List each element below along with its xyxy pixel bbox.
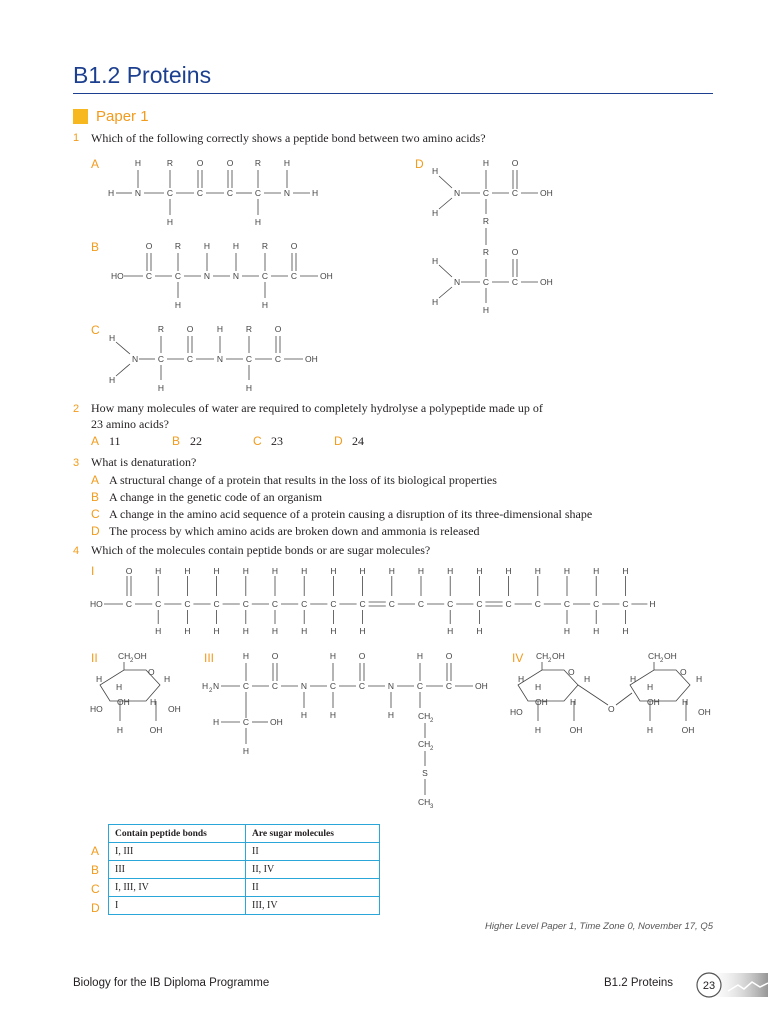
svg-text:O: O xyxy=(568,667,575,677)
page-number-badge xyxy=(694,970,768,1000)
svg-text:H: H xyxy=(271,566,279,576)
svg-text:N: N xyxy=(232,271,240,281)
q3-option-a-text: A structural change of a protein that results in the loss of its biological properties xyxy=(109,473,497,487)
svg-text:C: C xyxy=(242,717,250,727)
q2-option-d-text: 24 xyxy=(352,434,364,448)
svg-text:2: 2 xyxy=(209,688,213,694)
svg-text:C: C xyxy=(271,681,279,691)
svg-text:HO: HO xyxy=(90,704,103,714)
molecule-iv-diagram xyxy=(508,645,728,745)
svg-text:H: H xyxy=(476,626,483,636)
svg-text:CH: CH xyxy=(418,797,431,807)
q4-molecule-i-label: I xyxy=(91,564,95,578)
svg-text:H: H xyxy=(242,746,250,756)
svg-text:R: R xyxy=(174,241,182,251)
svg-text:C: C xyxy=(563,599,571,609)
svg-text:3: 3 xyxy=(430,804,434,810)
svg-text:H: H xyxy=(534,566,541,576)
svg-text:H: H xyxy=(109,375,116,385)
table-cell: I, III, IV xyxy=(109,879,246,897)
table-header-peptide: Contain peptide bonds xyxy=(109,825,246,843)
svg-text:C: C xyxy=(166,188,174,198)
svg-text:C: C xyxy=(447,599,454,609)
svg-text:O: O xyxy=(145,241,153,251)
question-3-number: 3 xyxy=(73,457,80,469)
q1-option-b-label: B xyxy=(91,240,100,254)
svg-text:N: N xyxy=(216,354,224,364)
svg-text:C: C xyxy=(359,599,366,609)
svg-text:C: C xyxy=(274,354,282,364)
svg-text:CH: CH xyxy=(418,739,431,749)
svg-text:O: O xyxy=(511,247,519,257)
svg-text:H: H xyxy=(242,566,249,576)
q1-option-c-label: C xyxy=(91,323,100,337)
svg-text:OH: OH xyxy=(664,651,677,661)
svg-text:H: H xyxy=(649,599,656,609)
svg-text:H: H xyxy=(108,188,115,198)
svg-text:H: H xyxy=(245,383,253,393)
svg-text:H: H xyxy=(283,158,291,168)
svg-text:R: R xyxy=(157,324,165,334)
structure-c-diagram xyxy=(105,320,335,400)
svg-text:N: N xyxy=(454,188,461,198)
svg-text:H: H xyxy=(646,725,654,735)
svg-text:N: N xyxy=(134,188,142,198)
q1-option-d-label: D xyxy=(415,157,424,171)
svg-text:H: H xyxy=(482,305,490,315)
svg-text:H: H xyxy=(134,158,142,168)
svg-text:H: H xyxy=(432,166,439,176)
svg-text:N: N xyxy=(203,271,211,281)
svg-text:C: C xyxy=(388,599,395,609)
svg-text:H: H xyxy=(174,300,182,310)
svg-text:H: H xyxy=(166,217,174,227)
table-row-a-label: A xyxy=(91,844,100,858)
svg-text:.: . xyxy=(144,666,148,676)
svg-text:H: H xyxy=(184,626,191,636)
q3-option-c-label: C xyxy=(91,507,100,521)
svg-text:C: C xyxy=(622,599,629,609)
svg-text:N: N xyxy=(300,681,308,691)
svg-text:OH: OH xyxy=(569,725,583,735)
svg-text:H: H xyxy=(563,626,571,636)
svg-text:H: H xyxy=(388,566,395,576)
q2-option-b-text: 22 xyxy=(190,434,202,448)
svg-text:2: 2 xyxy=(660,658,664,664)
svg-text:C: C xyxy=(145,271,153,281)
svg-text:H: H xyxy=(254,217,262,227)
svg-text:OH: OH xyxy=(540,277,553,287)
table-header-sugar: Are sugar molecules xyxy=(246,825,380,843)
question-2-number: 2 xyxy=(73,403,80,415)
svg-text:H: H xyxy=(534,725,542,735)
svg-text:H: H xyxy=(482,158,490,168)
svg-text:OH: OH xyxy=(647,697,660,707)
question-2-text-line2: 23 amino acids? xyxy=(91,417,169,431)
table-cell: II, IV xyxy=(246,861,380,879)
svg-text:H: H xyxy=(432,256,439,266)
svg-text:H: H xyxy=(432,297,439,307)
svg-text:C: C xyxy=(157,354,165,364)
svg-text:C: C xyxy=(511,277,519,287)
table-row-c-label: C xyxy=(91,882,100,896)
svg-text:C: C xyxy=(301,599,308,609)
svg-text:R: R xyxy=(254,158,262,168)
svg-text:2: 2 xyxy=(430,718,434,724)
svg-text:OH: OH xyxy=(535,697,548,707)
section-square-icon xyxy=(73,109,88,124)
question-1-number: 1 xyxy=(73,132,80,144)
structure-b-diagram xyxy=(108,237,348,317)
svg-text:O: O xyxy=(125,566,133,576)
svg-text:C: C xyxy=(445,681,453,691)
section-label: Paper 1 xyxy=(96,108,149,125)
svg-text:H: H xyxy=(109,333,116,343)
svg-text:C: C xyxy=(358,681,366,691)
svg-text:H: H xyxy=(535,682,542,692)
svg-text:2: 2 xyxy=(130,658,134,664)
svg-text:C: C xyxy=(329,681,337,691)
svg-text:H: H xyxy=(330,626,337,636)
q3-option-d-text: The process by which amino acids are broken down and ammonia is released xyxy=(109,524,480,538)
svg-text:HO: HO xyxy=(90,599,103,609)
table-cell: I, III xyxy=(109,843,246,861)
q2-option-d-label: D xyxy=(334,434,343,448)
svg-text:OH: OH xyxy=(168,704,181,714)
table-row xyxy=(109,879,380,897)
svg-text:C: C xyxy=(261,271,269,281)
svg-text:OH: OH xyxy=(681,725,695,735)
svg-text:N: N xyxy=(387,681,395,691)
svg-text:H: H xyxy=(202,681,209,691)
svg-text:O: O xyxy=(511,158,519,168)
svg-text:H: H xyxy=(213,566,220,576)
svg-text:H: H xyxy=(301,566,308,576)
svg-text:OH: OH xyxy=(270,717,283,727)
svg-text:OH: OH xyxy=(305,354,318,364)
svg-text:O: O xyxy=(290,241,298,251)
svg-text:C: C xyxy=(534,599,541,609)
svg-text:R: R xyxy=(261,241,269,251)
question-source: Higher Level Paper 1, Time Zone 0, November 17, Q5 xyxy=(484,921,713,932)
svg-text:H: H xyxy=(184,566,191,576)
q4-molecule-ii-label: II xyxy=(91,651,98,665)
svg-text:C: C xyxy=(482,188,490,198)
svg-text:H: H xyxy=(116,725,124,735)
table-row-d-label: D xyxy=(91,901,100,915)
svg-text:OH: OH xyxy=(320,271,333,281)
svg-text:H: H xyxy=(622,626,629,636)
page-number: 23 xyxy=(702,980,716,992)
table-cell: III, IV xyxy=(246,897,380,915)
svg-text:H: H xyxy=(312,188,319,198)
footer-book-title: Biology for the IB Diploma Programme xyxy=(73,977,270,989)
svg-text:OH: OH xyxy=(149,725,163,735)
svg-text:C: C xyxy=(213,599,220,609)
svg-text:H: H xyxy=(359,626,366,636)
q2-option-a-text: 11 xyxy=(109,434,121,448)
svg-text:H: H xyxy=(432,208,439,218)
q3-option-a-label: A xyxy=(91,473,100,487)
table-row xyxy=(109,897,380,915)
svg-text:N: N xyxy=(454,277,461,287)
svg-text:C: C xyxy=(271,599,279,609)
svg-text:H: H xyxy=(647,682,654,692)
svg-text:H: H xyxy=(518,674,525,684)
svg-text:H: H xyxy=(476,566,483,576)
svg-text:H: H xyxy=(261,300,269,310)
structure-d-diagram xyxy=(428,152,568,317)
svg-text:H: H xyxy=(447,626,454,636)
svg-text:O: O xyxy=(226,158,234,168)
q3-option-b-label: B xyxy=(91,490,100,504)
q2-option-a-label: A xyxy=(91,434,100,448)
svg-text:R: R xyxy=(482,216,490,226)
svg-text:C: C xyxy=(290,271,298,281)
question-4-text: Which of the molecules contain peptide bonds or are sugar molecules? xyxy=(91,543,431,557)
svg-text:H: H xyxy=(300,710,308,720)
svg-text:H: H xyxy=(359,566,366,576)
svg-text:OH: OH xyxy=(475,681,488,691)
svg-text:O: O xyxy=(608,704,615,714)
table-cell: II xyxy=(246,843,380,861)
svg-text:O: O xyxy=(186,324,194,334)
table-row xyxy=(109,843,380,861)
svg-text:H: H xyxy=(213,717,220,727)
svg-text:H: H xyxy=(387,710,395,720)
molecule-ii-diagram xyxy=(88,645,198,745)
svg-text:H: H xyxy=(329,651,337,661)
svg-text:C: C xyxy=(184,599,191,609)
question-4-number: 4 xyxy=(73,545,80,557)
svg-text:C: C xyxy=(254,188,262,198)
svg-text:R: R xyxy=(166,158,174,168)
svg-text:H: H xyxy=(96,674,103,684)
svg-text:H: H xyxy=(203,241,211,251)
svg-text:C: C xyxy=(416,681,424,691)
svg-text:H: H xyxy=(155,626,162,636)
svg-text:H: H xyxy=(232,241,240,251)
svg-text:H: H xyxy=(329,710,337,720)
svg-text:H: H xyxy=(505,566,512,576)
q2-option-c-text: 23 xyxy=(271,434,283,448)
q2-option-c-label: C xyxy=(253,434,262,448)
svg-text:H: H xyxy=(696,674,703,684)
svg-text:H: H xyxy=(116,682,123,692)
question-2-text-line1: How many molecules of water are required to completely hydrolyse a polypeptide made up of xyxy=(91,401,543,415)
svg-text:H: H xyxy=(242,626,249,636)
question-1-text: Which of the following correctly shows a peptide bond between two amino acids? xyxy=(91,131,486,145)
q4-molecule-iii-label: III xyxy=(204,651,215,665)
molecule-iii-diagram xyxy=(200,645,500,815)
svg-text:S: S xyxy=(422,768,428,778)
svg-text:C: C xyxy=(242,599,249,609)
svg-text:H: H xyxy=(584,674,591,684)
svg-text:C: C xyxy=(417,599,425,609)
svg-text:H: H xyxy=(682,697,689,707)
svg-text:C: C xyxy=(330,599,337,609)
svg-text:2: 2 xyxy=(430,746,434,752)
svg-text:C: C xyxy=(125,599,133,609)
q3-option-c-text: A change in the amino acid sequence of a protein causing a disruption of its three-dimensional shape xyxy=(109,507,593,521)
svg-text:O: O xyxy=(358,651,366,661)
svg-text:CH: CH xyxy=(118,651,131,661)
table-row-b-label: B xyxy=(91,863,100,877)
title-divider xyxy=(73,93,713,94)
svg-text:H: H xyxy=(213,626,220,636)
svg-text:C: C xyxy=(245,354,253,364)
structure-a-diagram xyxy=(105,152,335,232)
answer-table xyxy=(108,824,380,915)
svg-text:OH: OH xyxy=(117,697,130,707)
svg-text:CH: CH xyxy=(418,711,431,721)
table-cell: I xyxy=(109,897,246,915)
svg-text:O: O xyxy=(680,667,687,677)
svg-text:C: C xyxy=(476,599,483,609)
svg-text:OH: OH xyxy=(552,651,565,661)
svg-text:O: O xyxy=(196,158,204,168)
svg-text:H: H xyxy=(447,566,454,576)
svg-text:C: C xyxy=(242,681,250,691)
svg-text:2: 2 xyxy=(548,658,552,664)
svg-text:R: R xyxy=(245,324,253,334)
svg-text:O: O xyxy=(271,651,279,661)
svg-text:N: N xyxy=(283,188,291,198)
section-heading xyxy=(73,108,149,125)
table-row xyxy=(109,861,380,879)
svg-text:OH: OH xyxy=(134,651,147,661)
svg-text:H: H xyxy=(563,566,571,576)
svg-text:H: H xyxy=(155,566,162,576)
svg-text:O: O xyxy=(148,667,155,677)
table-header-row xyxy=(109,825,380,843)
svg-text:H: H xyxy=(622,566,629,576)
table-cell: III xyxy=(109,861,246,879)
svg-text:OH: OH xyxy=(540,188,553,198)
svg-text:O: O xyxy=(274,324,282,334)
svg-text:H: H xyxy=(242,651,250,661)
svg-text:HO: HO xyxy=(111,271,124,281)
svg-text:H: H xyxy=(150,697,157,707)
molecule-i-diagram xyxy=(88,560,678,640)
svg-text:O: O xyxy=(445,651,453,661)
table-cell: II xyxy=(246,879,380,897)
q1-option-a-label: A xyxy=(91,157,100,171)
svg-text:H: H xyxy=(570,697,577,707)
svg-text:N: N xyxy=(213,681,220,691)
svg-text:C: C xyxy=(186,354,194,364)
svg-text:N: N xyxy=(132,354,139,364)
svg-text:OH: OH xyxy=(698,707,711,717)
svg-text:C: C xyxy=(482,277,490,287)
svg-text:H: H xyxy=(593,566,600,576)
q4-molecule-iv-label: IV xyxy=(512,651,524,665)
question-3-text: What is denaturation? xyxy=(91,455,197,469)
q3-option-b-text: A change in the genetic code of an organism xyxy=(109,490,323,504)
svg-text:H: H xyxy=(164,674,171,684)
svg-text:H: H xyxy=(157,383,165,393)
footer-chapter: B1.2 Proteins xyxy=(604,977,674,989)
svg-text:H: H xyxy=(417,566,425,576)
svg-text:HO: HO xyxy=(510,707,523,717)
svg-text:C: C xyxy=(226,188,234,198)
svg-text:H: H xyxy=(630,674,637,684)
svg-text:H: H xyxy=(271,626,279,636)
svg-text:C: C xyxy=(511,188,519,198)
svg-text:CH: CH xyxy=(536,651,549,661)
svg-text:H: H xyxy=(330,566,337,576)
svg-text:C: C xyxy=(155,599,162,609)
page-title: B1.2 Proteins xyxy=(73,62,212,88)
svg-text:H: H xyxy=(416,651,424,661)
q2-option-b-label: B xyxy=(172,434,181,448)
svg-text:C: C xyxy=(505,599,512,609)
svg-text:C: C xyxy=(593,599,600,609)
q3-option-d-label: D xyxy=(91,524,100,538)
svg-text:CH: CH xyxy=(648,651,661,661)
svg-text:H: H xyxy=(301,626,308,636)
svg-text:R: R xyxy=(482,247,490,257)
svg-text:C: C xyxy=(196,188,204,198)
svg-text:H: H xyxy=(593,626,600,636)
svg-text:H: H xyxy=(216,324,224,334)
svg-text:C: C xyxy=(174,271,182,281)
